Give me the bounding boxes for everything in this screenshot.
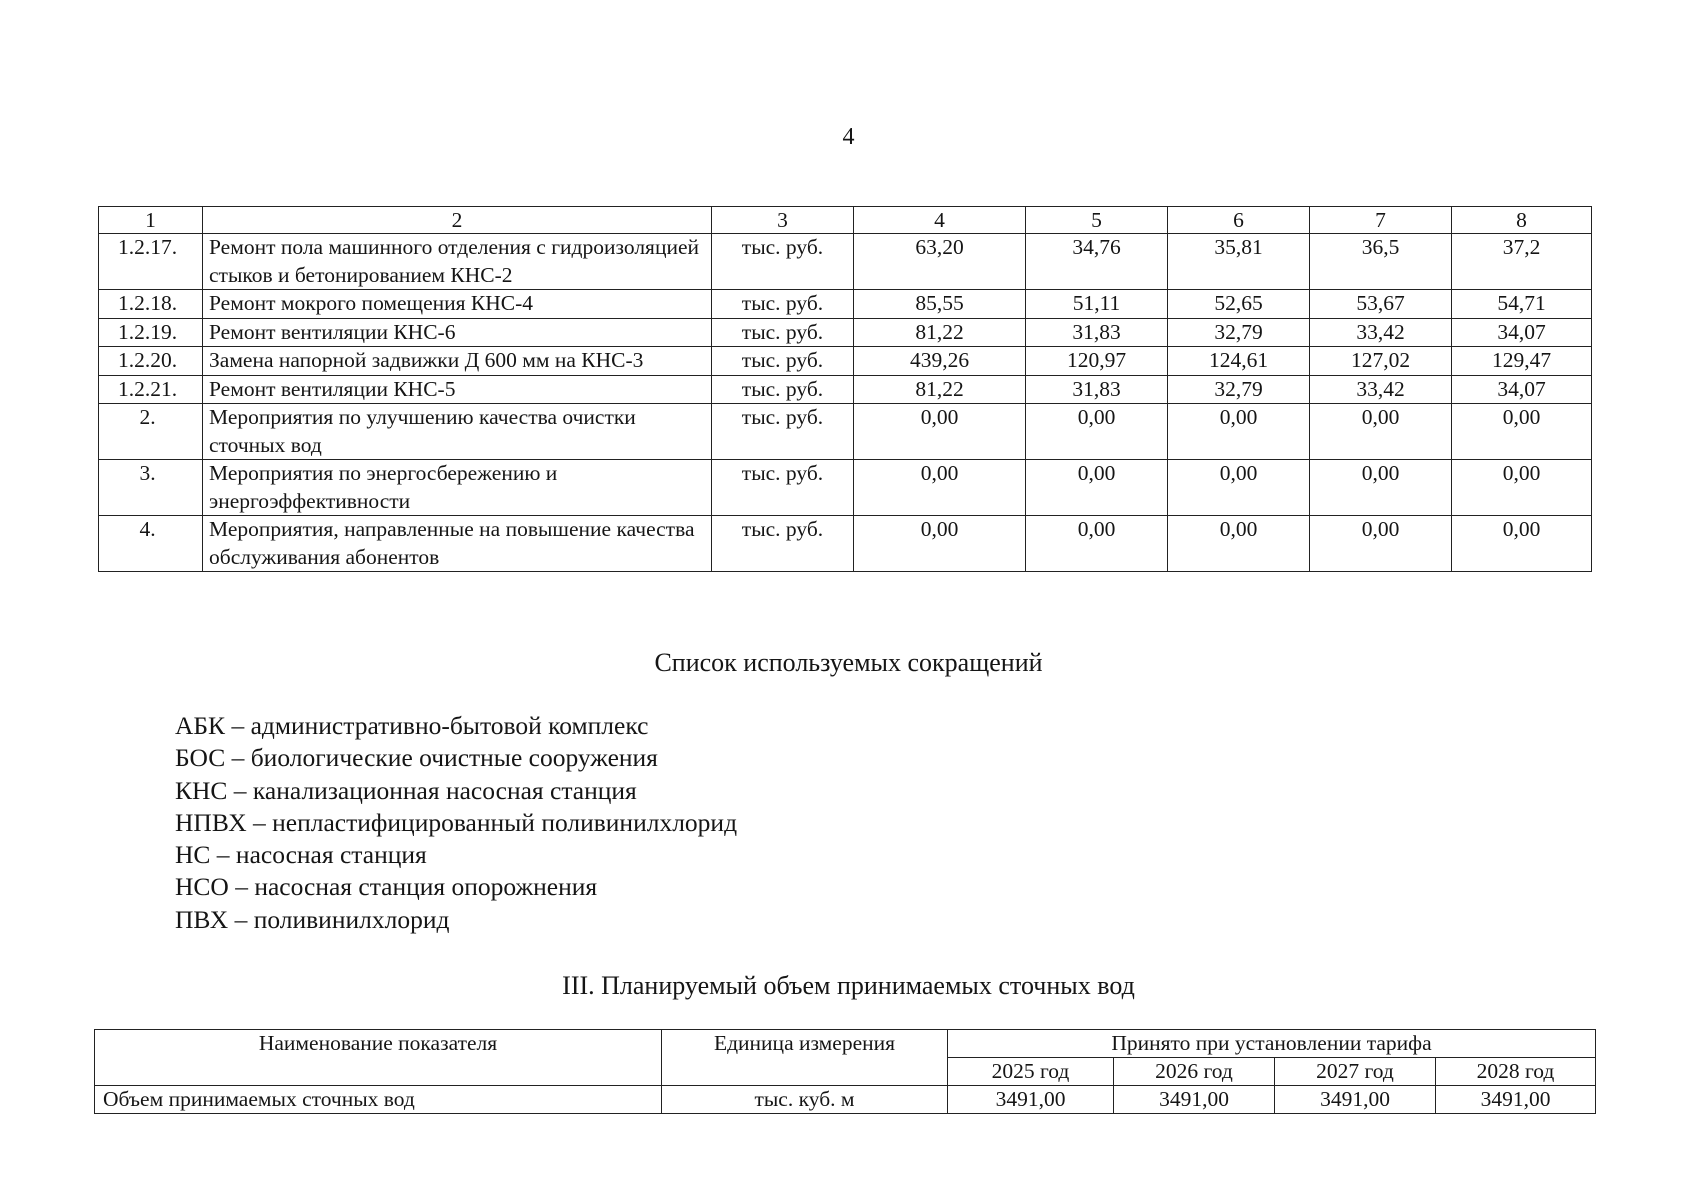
measure-name: Ремонт пола машинного отделения с гидроизоляцией стыков и бетонированием КНС-2 [203, 234, 712, 290]
value-cell: 0,00 [854, 404, 1026, 460]
abbreviation-item: АБК – административно-бытовой комплекс [175, 711, 649, 740]
value-cell: 51,11 [1026, 290, 1168, 319]
value-cell: 0,00 [1168, 516, 1310, 572]
row-number: 1.2.21. [99, 375, 203, 404]
value-cell: 0,00 [1168, 404, 1310, 460]
value-cell: 81,22 [854, 318, 1026, 347]
value-cell: 32,79 [1168, 318, 1310, 347]
table-row [99, 516, 1592, 572]
unit-cell: тыс. руб. [712, 234, 854, 290]
row-number: 1.2.18. [99, 290, 203, 319]
measure-name: Замена напорной задвижки Д 600 мм на КНС-3 [203, 347, 712, 376]
measure-name: Мероприятия по улучшению качества очистки сточных вод [203, 404, 712, 460]
table-row [99, 290, 1592, 319]
value-cell: 0,00 [1026, 404, 1168, 460]
value-cell: 0,00 [1026, 460, 1168, 516]
value-cell: 33,42 [1310, 318, 1452, 347]
year-header: 2025 год [948, 1058, 1114, 1086]
abbreviation-item: КНС – канализационная насосная станция [175, 775, 637, 805]
value-cell: 34,76 [1026, 234, 1168, 290]
table-row [99, 347, 1592, 376]
value-cell: 34,07 [1452, 318, 1592, 347]
value-cell: 439,26 [854, 347, 1026, 376]
value-cell: 127,02 [1310, 347, 1452, 376]
abbreviation-item: ПВХ – поливинилхлорид [175, 904, 450, 934]
value-cell: 0,00 [854, 516, 1026, 572]
table-row [99, 460, 1592, 516]
value-cell: 3491,00 [1275, 1086, 1436, 1114]
value-cell: 35,81 [1168, 234, 1310, 290]
unit-cell: тыс. руб. [712, 404, 854, 460]
abbreviation-item: НПВХ – непластифицированный поливинилхлорид [175, 807, 738, 837]
volume-header-row [95, 1030, 1596, 1058]
value-cell: 0,00 [1310, 460, 1452, 516]
column-number-row [99, 207, 1592, 234]
value-cell: 34,07 [1452, 375, 1592, 404]
measure-name: Мероприятия, направленные на повышение качества обслуживания абонентов [203, 516, 712, 572]
value-cell: 81,22 [854, 375, 1026, 404]
measure-name: Ремонт мокрого помещения КНС-4 [203, 290, 712, 319]
value-cell: 3491,00 [948, 1086, 1114, 1114]
value-cell: 37,2 [1452, 234, 1592, 290]
page-number: 4 [842, 124, 855, 150]
column-number: 6 [1168, 207, 1310, 234]
value-cell: 129,47 [1452, 347, 1592, 376]
value-cell: 52,65 [1168, 290, 1310, 319]
column-number: 5 [1026, 207, 1168, 234]
volume-section-title: III. Планируемый объем принимаемых сточных вод [562, 971, 1135, 1000]
table-row [99, 318, 1592, 347]
value-cell: 63,20 [854, 234, 1026, 290]
unit-cell: тыс. руб. [712, 318, 854, 347]
header-unit: Единица измерения [662, 1030, 948, 1086]
measure-name: Ремонт вентиляции КНС-5 [203, 375, 712, 404]
unit-cell: тыс. руб. [712, 347, 854, 376]
value-cell: 36,5 [1310, 234, 1452, 290]
column-number: 4 [854, 207, 1026, 234]
column-number: 7 [1310, 207, 1452, 234]
value-cell: 3491,00 [1436, 1086, 1596, 1114]
value-cell: 31,83 [1026, 318, 1168, 347]
row-number: 1.2.20. [99, 347, 203, 376]
volume-data-row [95, 1086, 1596, 1114]
value-cell: 54,71 [1452, 290, 1592, 319]
value-cell: 32,79 [1168, 375, 1310, 404]
unit-cell: тыс. куб. м [662, 1086, 948, 1114]
column-number: 8 [1452, 207, 1592, 234]
table-row [99, 404, 1592, 460]
abbreviations-title: Список используемых сокращений [654, 648, 1043, 677]
value-cell: 31,83 [1026, 375, 1168, 404]
value-cell: 0,00 [1026, 516, 1168, 572]
year-header: 2026 год [1114, 1058, 1275, 1086]
value-cell: 53,67 [1310, 290, 1452, 319]
year-header: 2028 год [1436, 1058, 1596, 1086]
volume-table [94, 1029, 1596, 1114]
abbreviation-item: НСО – насосная станция опорожнения [175, 872, 598, 902]
value-cell: 0,00 [1310, 516, 1452, 572]
value-cell: 0,00 [854, 460, 1026, 516]
value-cell: 0,00 [1452, 460, 1592, 516]
value-cell: 33,42 [1310, 375, 1452, 404]
row-number: 3. [99, 460, 203, 516]
value-cell: 85,55 [854, 290, 1026, 319]
measures-table [98, 206, 1592, 572]
row-number: 1.2.19. [99, 318, 203, 347]
value-cell: 0,00 [1168, 460, 1310, 516]
row-number: 1.2.17. [99, 234, 203, 290]
value-cell: 3491,00 [1114, 1086, 1275, 1114]
header-accepted: Принято при установлении тарифа [948, 1030, 1596, 1058]
value-cell: 120,97 [1026, 347, 1168, 376]
unit-cell: тыс. руб. [712, 290, 854, 319]
abbreviations-list [175, 710, 737, 936]
header-indicator: Наименование показателя [95, 1030, 662, 1086]
value-cell: 0,00 [1452, 404, 1592, 460]
row-number: 2. [99, 404, 203, 460]
measure-name: Ремонт вентиляции КНС-6 [203, 318, 712, 347]
abbreviation-item: НС – насосная станция [175, 840, 427, 870]
column-number: 3 [712, 207, 854, 234]
year-header: 2027 год [1275, 1058, 1436, 1086]
indicator-name: Объем принимаемых сточных вод [95, 1086, 662, 1114]
column-number: 2 [203, 207, 712, 234]
abbreviation-item: БОС – биологические очистные сооружения [175, 743, 658, 773]
table-row [99, 234, 1592, 290]
value-cell: 0,00 [1310, 404, 1452, 460]
unit-cell: тыс. руб. [712, 460, 854, 516]
value-cell: 124,61 [1168, 347, 1310, 376]
row-number: 4. [99, 516, 203, 572]
unit-cell: тыс. руб. [712, 375, 854, 404]
value-cell: 0,00 [1452, 516, 1592, 572]
measure-name: Мероприятия по энергосбережению и энергоэффективности [203, 460, 712, 516]
column-number: 1 [99, 207, 203, 234]
unit-cell: тыс. руб. [712, 516, 854, 572]
table-row [99, 375, 1592, 404]
